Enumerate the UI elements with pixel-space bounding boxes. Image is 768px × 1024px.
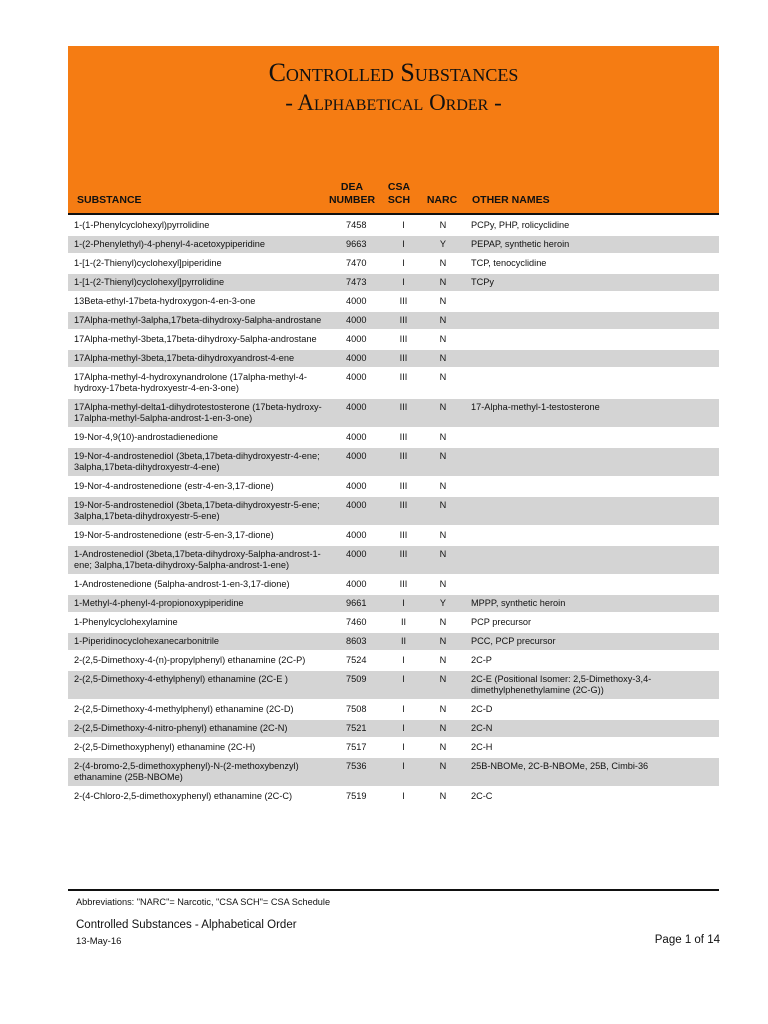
substance-cell: 1-Androstenedione (5alpha-androst-1-en-3,17-dione)	[68, 575, 326, 594]
header-divider	[68, 213, 719, 215]
substance-cell: 1-Piperidinocyclohexanecarbonitrile	[68, 632, 326, 651]
table-row	[68, 496, 719, 526]
dea-number-cell: 7470	[326, 254, 384, 273]
dea-number-cell: 7509	[326, 670, 384, 700]
other-names-cell	[463, 545, 719, 575]
csa-schedule-cell: I	[384, 700, 423, 719]
substance-cell: 1-Androstenediol (3beta,17beta-dihydroxy-5alpha-androst-1-ene; 3alpha,17beta-dihydroxy-5alpha-androst-1-ene)	[68, 545, 326, 575]
dea-number-cell: 4000	[326, 545, 384, 575]
narcotic-cell: N	[423, 273, 463, 292]
narcotic-cell: N	[423, 496, 463, 526]
other-names-cell: TCP, tenocyclidine	[463, 254, 719, 273]
other-names-cell	[463, 428, 719, 447]
csa-schedule-cell: III	[384, 330, 423, 349]
table-row	[68, 651, 719, 670]
dea-number-cell: 9661	[326, 594, 384, 613]
narcotic-cell: N	[423, 738, 463, 757]
narcotic-cell: N	[423, 787, 463, 806]
substance-cell: 2-(2,5-Dimethoxyphenyl) ethanamine (2C-H)	[68, 738, 326, 757]
csa-schedule-cell: I	[384, 670, 423, 700]
narcotic-cell: N	[423, 217, 463, 235]
other-names-cell: PCC, PCP precursor	[463, 632, 719, 651]
other-names-cell: 25B-NBOMe, 2C-B-NBOMe, 25B, Cimbi-36	[463, 757, 719, 787]
csa-schedule-cell: III	[384, 292, 423, 311]
narcotic-cell: N	[423, 545, 463, 575]
table-row	[68, 545, 719, 575]
substance-cell: 1-(2-Phenylethyl)-4-phenyl-4-acetoxypiperidine	[68, 235, 326, 254]
csa-schedule-cell: I	[384, 235, 423, 254]
table-row	[68, 738, 719, 757]
csa-schedule-cell: III	[384, 477, 423, 496]
dea-header-line2: NUMBER	[328, 194, 376, 206]
dea-number-cell: 4000	[326, 477, 384, 496]
table-body	[68, 217, 719, 806]
csa-schedule-cell: III	[384, 398, 423, 428]
dea-number-cell: 4000	[326, 398, 384, 428]
table-row	[68, 594, 719, 613]
csa-schedule-cell: III	[384, 545, 423, 575]
narcotic-cell: N	[423, 700, 463, 719]
narcotic-cell: N	[423, 575, 463, 594]
dea-number-cell: 4000	[326, 330, 384, 349]
dea-number-cell: 4000	[326, 292, 384, 311]
narcotic-cell: N	[423, 651, 463, 670]
table-row	[68, 700, 719, 719]
other-names-cell: 2C-N	[463, 719, 719, 738]
csa-schedule-cell: I	[384, 719, 423, 738]
footer-divider	[68, 889, 719, 891]
narcotic-cell: N	[423, 526, 463, 545]
other-names-cell: PCP precursor	[463, 613, 719, 632]
table-row	[68, 719, 719, 738]
page-number: Page 1 of 14	[654, 934, 720, 946]
csa-schedule-cell: I	[384, 757, 423, 787]
other-names-cell: PEPAP, synthetic heroin	[463, 235, 719, 254]
narcotic-cell: Y	[423, 594, 463, 613]
substance-cell: 2-(2,5-Dimethoxy-4-(n)-propylphenyl) ethanamine (2C-P)	[68, 651, 326, 670]
table-row	[68, 613, 719, 632]
other-names-cell: TCPy	[463, 273, 719, 292]
substance-cell: 17Alpha-methyl-3beta,17beta-dihydroxy-5alpha-androstane	[68, 330, 326, 349]
dea-number-cell: 7521	[326, 719, 384, 738]
csa-schedule-cell: I	[384, 787, 423, 806]
other-names-cell: MPPP, synthetic heroin	[463, 594, 719, 613]
narcotic-cell: N	[423, 477, 463, 496]
substance-cell: 2-(2,5-Dimethoxy-4-nitro-phenyl) ethanamine (2C-N)	[68, 719, 326, 738]
column-header-other-names: OTHER NAMES	[472, 194, 550, 206]
csa-schedule-cell: III	[384, 575, 423, 594]
page-subtitle: - Alphabetical Order -	[285, 90, 502, 115]
table-row	[68, 398, 719, 428]
table-row	[68, 368, 719, 398]
substance-cell: 17Alpha-methyl-3beta,17beta-dihydroxyandrost-4-ene	[68, 349, 326, 368]
other-names-cell: 2C-E (Positional Isomer: 2,5-Dimethoxy-3,4-dimethylphenethylamine (2C-G))	[463, 670, 719, 700]
other-names-cell: 2C-P	[463, 651, 719, 670]
narcotic-cell: N	[423, 349, 463, 368]
narcotic-cell: N	[423, 447, 463, 477]
narcotic-cell: N	[423, 613, 463, 632]
csa-schedule-cell: I	[384, 594, 423, 613]
other-names-cell	[463, 330, 719, 349]
substance-cell: 1-Methyl-4-phenyl-4-propionoxypiperidine	[68, 594, 326, 613]
dea-number-cell: 9663	[326, 235, 384, 254]
dea-number-cell: 7519	[326, 787, 384, 806]
substance-cell: 19-Nor-5-androstenedione (estr-5-en-3,17-dione)	[68, 526, 326, 545]
other-names-cell	[463, 477, 719, 496]
page-title: Controlled Substances	[268, 58, 519, 87]
table-row	[68, 235, 719, 254]
table-row	[68, 526, 719, 545]
dea-number-cell: 4000	[326, 496, 384, 526]
narcotic-cell: N	[423, 292, 463, 311]
table-row	[68, 670, 719, 700]
table-row	[68, 447, 719, 477]
narcotic-cell: N	[423, 428, 463, 447]
substance-cell: 2-(4-bromo-2,5-dimethoxyphenyl)-N-(2-methoxybenzyl) ethanamine (25B-NBOMe)	[68, 757, 326, 787]
substance-cell: 1-Phenylcyclohexylamine	[68, 613, 326, 632]
narcotic-cell: N	[423, 254, 463, 273]
document-page	[68, 46, 719, 807]
dea-number-cell: 4000	[326, 311, 384, 330]
other-names-cell: 2C-H	[463, 738, 719, 757]
narcotic-cell: N	[423, 368, 463, 398]
table-row	[68, 311, 719, 330]
other-names-cell	[463, 368, 719, 398]
dea-number-cell: 4000	[326, 428, 384, 447]
substance-cell: 17Alpha-methyl-4-hydroxynandrolone (17alpha-methyl-4-hydroxy-17beta-hydroxyestr-4-en-3-one)	[68, 368, 326, 398]
column-header-csa-sch	[384, 181, 414, 207]
substance-cell: 1-[1-(2-Thienyl)cyclohexyl]piperidine	[68, 254, 326, 273]
narcotic-cell: Y	[423, 235, 463, 254]
substance-cell: 19-Nor-5-androstenediol (3beta,17beta-dihydroxyestr-5-ene; 3alpha,17beta-dihydroxyestr-5-ene)	[68, 496, 326, 526]
column-header-narc: NARC	[426, 194, 458, 206]
substance-cell: 17Alpha-methyl-3alpha,17beta-dihydroxy-5alpha-androstane	[68, 311, 326, 330]
other-names-cell: PCPy, PHP, rolicyclidine	[463, 217, 719, 235]
csa-header-line2: SCH	[387, 194, 411, 206]
dea-number-cell: 8603	[326, 632, 384, 651]
dea-number-cell: 4000	[326, 447, 384, 477]
substance-cell: 17Alpha-methyl-delta1-dihydrotestosterone (17beta-hydroxy-17alpha-methyl-5alpha-androst-1-en-3-one)	[68, 398, 326, 428]
csa-schedule-cell: II	[384, 613, 423, 632]
csa-schedule-cell: III	[384, 349, 423, 368]
csa-schedule-cell: III	[384, 311, 423, 330]
footer-doc-title: Controlled Substances - Alphabetical Order	[76, 919, 297, 931]
table-row	[68, 349, 719, 368]
other-names-cell: 17-Alpha-methyl-1-testosterone	[463, 398, 719, 428]
column-header-substance: SUBSTANCE	[77, 194, 142, 206]
substance-cell: 19-Nor-4,9(10)-androstadienedione	[68, 428, 326, 447]
dea-number-cell: 4000	[326, 526, 384, 545]
narcotic-cell: N	[423, 311, 463, 330]
dea-number-cell: 4000	[326, 575, 384, 594]
substance-cell: 19-Nor-4-androstenedione (estr-4-en-3,17-dione)	[68, 477, 326, 496]
table-row	[68, 254, 719, 273]
csa-schedule-cell: II	[384, 632, 423, 651]
other-names-cell	[463, 526, 719, 545]
other-names-cell	[463, 292, 719, 311]
abbreviations-note: Abbreviations: "NARC"= Narcotic, "CSA SCH"= CSA Schedule	[76, 897, 331, 907]
other-names-cell	[463, 447, 719, 477]
other-names-cell	[463, 349, 719, 368]
csa-schedule-cell: III	[384, 447, 423, 477]
title-banner	[68, 46, 719, 213]
narcotic-cell: N	[423, 330, 463, 349]
dea-number-cell: 4000	[326, 368, 384, 398]
dea-number-cell: 7460	[326, 613, 384, 632]
substances-table	[68, 217, 719, 807]
other-names-cell	[463, 575, 719, 594]
dea-number-cell: 7524	[326, 651, 384, 670]
narcotic-cell: N	[423, 632, 463, 651]
other-names-cell	[463, 496, 719, 526]
substance-cell: 19-Nor-4-androstenediol (3beta,17beta-dihydroxyestr-4-ene; 3alpha,17beta-dihydroxyestr-4-ene)	[68, 447, 326, 477]
other-names-cell	[463, 311, 719, 330]
dea-number-cell: 7536	[326, 757, 384, 787]
column-header-dea-number	[326, 181, 378, 207]
csa-schedule-cell: I	[384, 254, 423, 273]
dea-number-cell: 4000	[326, 349, 384, 368]
csa-schedule-cell: III	[384, 496, 423, 526]
dea-number-cell: 7517	[326, 738, 384, 757]
csa-schedule-cell: III	[384, 428, 423, 447]
substance-cell: 2-(4-Chloro-2,5-dimethoxyphenyl) ethanamine (2C-C)	[68, 787, 326, 806]
csa-schedule-cell: I	[384, 651, 423, 670]
other-names-cell: 2C-D	[463, 700, 719, 719]
table-row	[68, 428, 719, 447]
table-row	[68, 757, 719, 787]
narcotic-cell: N	[423, 670, 463, 700]
narcotic-cell: N	[423, 719, 463, 738]
csa-schedule-cell: I	[384, 738, 423, 757]
csa-schedule-cell: I	[384, 273, 423, 292]
footer-date: 13-May-16	[76, 936, 122, 947]
table-row	[68, 292, 719, 311]
table-row	[68, 273, 719, 292]
csa-schedule-cell: III	[384, 368, 423, 398]
substance-cell: 13Beta-ethyl-17beta-hydroxygon-4-en-3-one	[68, 292, 326, 311]
dea-number-cell: 7473	[326, 273, 384, 292]
substance-cell: 2-(2,5-Dimethoxy-4-methylphenyl) ethanamine (2C-D)	[68, 700, 326, 719]
csa-schedule-cell: III	[384, 526, 423, 545]
table-row	[68, 575, 719, 594]
dea-number-cell: 7458	[326, 217, 384, 235]
table-row	[68, 330, 719, 349]
csa-header-line1: CSA	[387, 181, 411, 193]
substance-cell: 1-(1-Phenylcyclohexyl)pyrrolidine	[68, 217, 326, 235]
narcotic-cell: N	[423, 757, 463, 787]
other-names-cell: 2C-C	[463, 787, 719, 806]
table-row	[68, 477, 719, 496]
csa-schedule-cell: I	[384, 217, 423, 235]
table-row	[68, 787, 719, 806]
substance-cell: 1-[1-(2-Thienyl)cyclohexyl]pyrrolidine	[68, 273, 326, 292]
substance-cell: 2-(2,5-Dimethoxy-4-ethylphenyl) ethanamine (2C-E )	[68, 670, 326, 700]
dea-header-line1: DEA	[340, 181, 364, 193]
narcotic-cell: N	[423, 398, 463, 428]
dea-number-cell: 7508	[326, 700, 384, 719]
table-row	[68, 217, 719, 235]
table-row	[68, 632, 719, 651]
